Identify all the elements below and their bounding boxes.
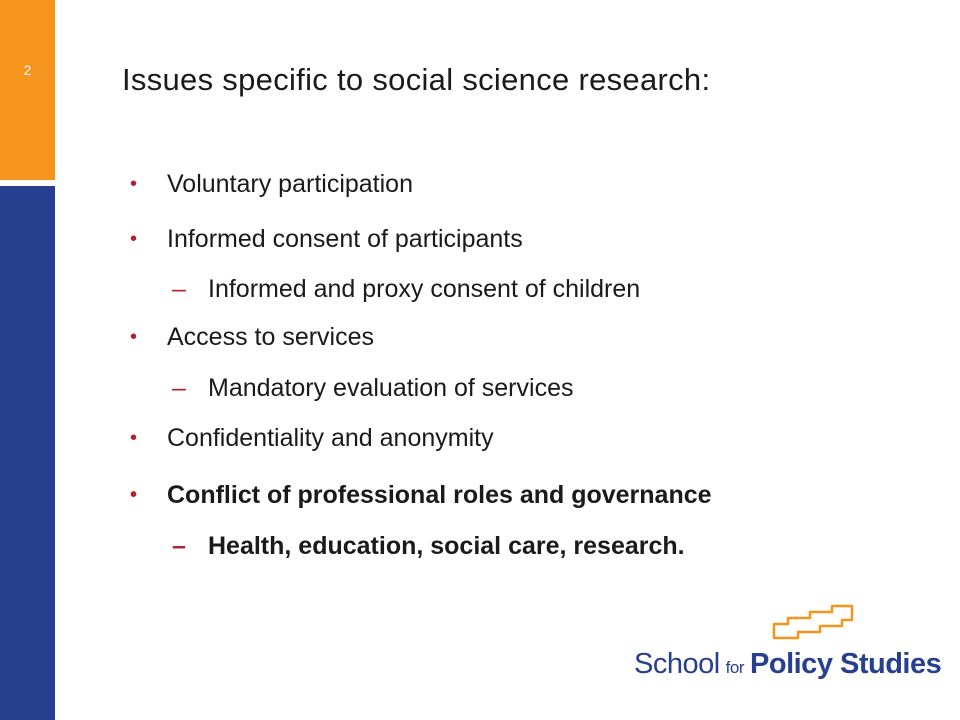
- logo-puzzle-icon: [770, 604, 860, 648]
- bullet-marker: •: [130, 326, 138, 348]
- logo-word-policy-studies: Policy Studies: [750, 648, 942, 680]
- bullet-text: Conflict of professional roles and governance: [167, 481, 712, 509]
- bullet-text: Voluntary participation: [167, 170, 413, 198]
- logo-word-school: School: [634, 648, 720, 680]
- bullet-marker: •: [130, 427, 138, 449]
- slide-title: Issues specific to social science research:: [122, 62, 711, 97]
- bullet-text: Informed consent of participants: [167, 225, 523, 253]
- sub-bullet-text: Informed and proxy consent of children: [208, 275, 641, 303]
- bullet-marker: •: [130, 173, 138, 195]
- bullet-item: [130, 224, 523, 254]
- school-logo: [634, 604, 942, 686]
- sub-bullet-item: [172, 274, 640, 304]
- bullet-item: [130, 423, 494, 453]
- sub-bullet-text: Mandatory evaluation of services: [208, 374, 574, 402]
- bullet-item: [130, 322, 374, 352]
- sub-bullet-text: Health, education, social care, research.: [208, 532, 685, 560]
- bullet-item: [130, 169, 413, 199]
- bullet-marker: •: [130, 484, 138, 506]
- sub-bullet-item: [172, 373, 573, 403]
- sub-bullet-marker: –: [172, 374, 186, 402]
- logo-word-for: for: [725, 658, 745, 677]
- bullet-text: Access to services: [167, 323, 375, 351]
- sub-bullet-marker: –: [172, 275, 186, 303]
- logo-wordmark: [634, 648, 941, 681]
- sub-bullet-marker: –: [172, 532, 186, 560]
- sub-bullet-item: [172, 531, 685, 561]
- bullet-item: [130, 480, 712, 510]
- slide-number: 2: [23, 62, 32, 78]
- bullet-marker: •: [130, 228, 138, 250]
- bullet-text: Confidentiality and anonymity: [167, 424, 494, 452]
